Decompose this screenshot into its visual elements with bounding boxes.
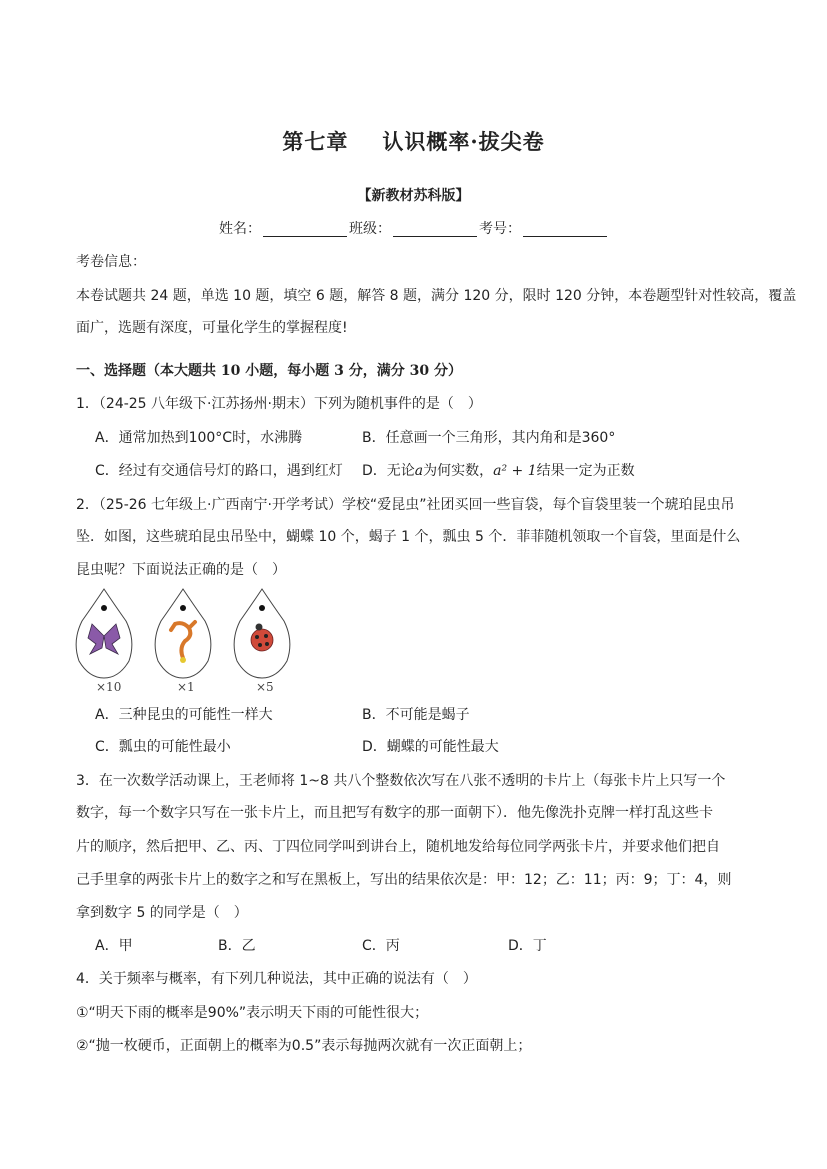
question-3-line: 己手里拿的两张卡片上的数字之和写在黑板上，写出的结果依次是：甲：12；乙：11；丙：9；丁：4，则: [76, 872, 732, 888]
student-info-row: 姓名： 班级： 考号：: [219, 219, 609, 239]
name-field[interactable]: [263, 222, 347, 237]
q4-statement-1: ①“明天下雨的概率是90%”表示明天下雨的可能性很大；: [76, 1005, 429, 1021]
q2-option-c: C．瓢虫的可能性最小: [95, 739, 231, 755]
q3-option-d: D．丁: [508, 938, 547, 954]
q3-option-c: C．丙: [362, 938, 400, 954]
question-1-stem: 1．（24-25 八年级下·江苏扬州·期末）下列为随机事件的是（ ）: [76, 396, 482, 412]
question-2-line: 昆虫呢？下面说法正确的是（ ）: [76, 562, 286, 578]
info-line: 面广，选题有深度，可量化学生的掌握程度!: [76, 320, 348, 336]
scorpion-count: ×1: [177, 680, 195, 694]
q2-option-a: A．三种昆虫的可能性一样大: [95, 707, 273, 723]
q2-option-d: D．蝴蝶的可能性最大: [362, 739, 499, 755]
edition-label: 【新教材苏科版】: [357, 188, 470, 204]
question-2-line: 2．（25-26 七年级上·广西南宁·开学考试）学校“爱昆虫”社团买回一些盲袋，每个盲袋里装一个琥珀昆虫吊: [76, 497, 735, 513]
page-title: 第七章 认识概率·拔尖卷: [282, 129, 545, 154]
question-3-line: 片的顺序，然后把甲、乙、丙、丁四位同学叫到讲台上，随机地发给每位同学两张卡片，并要求他们把自: [76, 839, 720, 855]
section-heading: 一、选择题（本大题共 10 小题，每小题 3 分，满分 30 分）: [76, 363, 462, 379]
question-3-line: 数字，每一个数字只写在一张卡片上，而且把写有数字的那一面朝下）．他先像洗扑克牌一样打乱这些卡: [76, 805, 713, 821]
q1-option-c: C．经过有交通信号灯的路口，遇到红灯: [95, 463, 343, 479]
info-heading: 考卷信息：: [76, 254, 146, 270]
id-field[interactable]: [523, 222, 607, 237]
ladybug-count: ×5: [256, 680, 274, 694]
q4-statement-2: ②“抛一枚硬币，正面朝上的概率为0.5”表示每抛两次就有一次正面朝上；: [76, 1038, 532, 1054]
butterfly-count: ×10: [96, 680, 122, 694]
q1-option-a: A．通常加热到100°C时，水沸腾: [95, 430, 303, 446]
scorpion-pendant: [155, 589, 211, 678]
butterfly-pendant: [76, 589, 132, 678]
pendant-figure: [74, 586, 304, 681]
ladybug-pendant: [234, 589, 290, 678]
q3-option-a: A．甲: [95, 938, 133, 954]
question-3-line: 3．在一次数学活动课上，王老师将 1~8 共八个整数依次写在八张不透明的卡片上（每张卡片上只写一个: [76, 773, 726, 789]
question-3-line: 拿到数字 5 的同学是（ ）: [76, 905, 248, 921]
q1-option-d: D．无论a为何实数，a² + 1结果一定为正数: [362, 463, 635, 479]
q2-option-b: B．不可能是蝎子: [362, 707, 470, 723]
question-4-stem: 4．关于频率与概率，有下列几种说法，其中正确的说法有（ ）: [76, 971, 477, 987]
question-2-line: 坠．如图，这些琥珀昆虫吊坠中，蝴蝶 10 个，蝎子 1 个，瓢虫 5 个．菲菲随机领取一个盲袋，里面是什么: [76, 529, 741, 545]
q1-option-b: B．任意画一个三角形，其内角和是360°: [362, 430, 616, 446]
class-field[interactable]: [393, 222, 477, 237]
info-line: 本卷试题共 24 题，单选 10 题，填空 6 题，解答 8 题，满分 120 分，限时 120 分钟，本卷题型针对性较高，覆盖: [76, 288, 797, 304]
q3-option-b: B．乙: [218, 938, 256, 954]
